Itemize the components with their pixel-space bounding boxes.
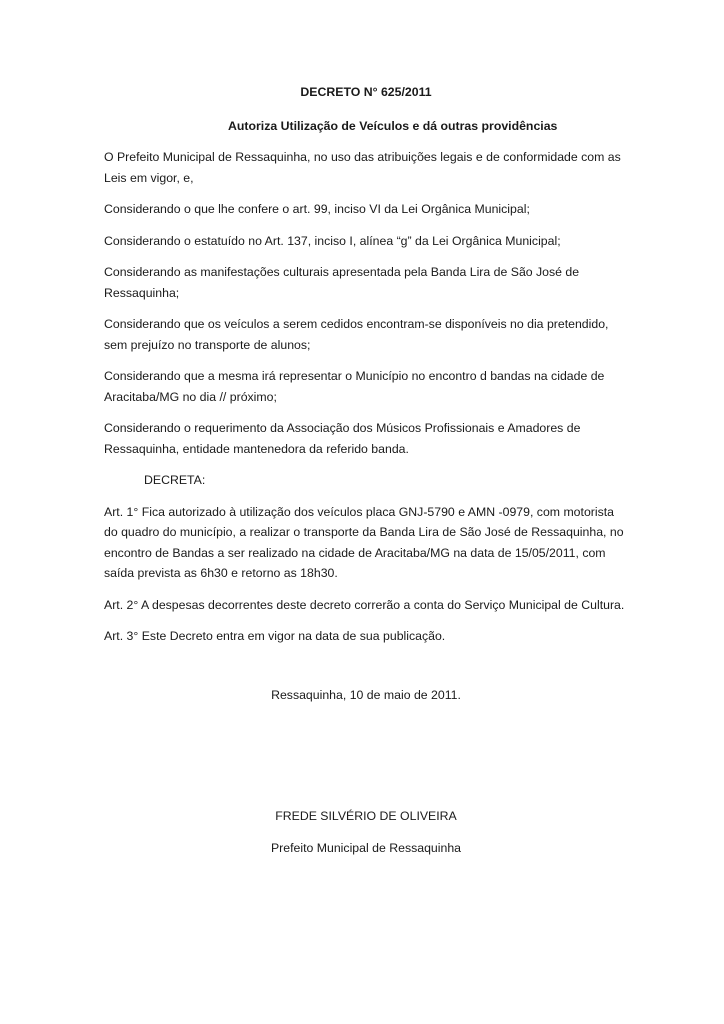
date-line: Ressaquinha, 10 de maio de 2011. <box>271 687 461 702</box>
document-body <box>104 82 628 858</box>
consideration-paragraph: Considerando o estatuído no Art. 137, inciso I, alínea “g” da Lei Orgânica Municipal; <box>104 233 561 248</box>
consideration-paragraph: Considerando as manifestações culturais apresentada pela Banda Lira de São José de Ressaquinha; <box>104 265 580 300</box>
article-paragraph: Art. 1° Fica autorizado à utilização dos veículos placa GNJ-5790 e AMN -0979, com motorista do quadro do município, a realizar o transporte da Banda Lira de São José de Ressaquinha, no encontro de Bandas a ser realizado na cidade de Aracitaba/MG na data de 15/05/2011, com saída prevista as 6h30 e retorno as 18h30. <box>104 504 624 580</box>
preamble-paragraph: O Prefeito Municipal de Ressaquinha, no uso das atribuições legais e de conformidade com as Leis em vigor, e, <box>104 150 621 185</box>
article-paragraph: Art. 3° Este Decreto entra em vigor na data de sua publicação. <box>104 629 446 643</box>
consideration-paragraph: Considerando o que lhe confere o art. 99, inciso VI da Lei Orgânica Municipal; <box>104 202 530 216</box>
consideration-paragraph: Considerando que os veículos a serem cedidos encontram-se disponíveis no dia pretendido, sem prejuízo no transporte de alunos; <box>104 317 609 352</box>
decree-subtitle: Autoriza Utilização de Veículos e dá outras providências <box>228 118 558 133</box>
signatory-role: Prefeito Municipal de Ressaquinha <box>270 840 462 855</box>
article-paragraph: Art. 2° A despesas decorrentes deste decreto correrão a conta do Serviço Municipal de Cultura. <box>104 597 625 612</box>
decree-title: DECRETO N° 625/2011 <box>300 85 432 99</box>
consideration-paragraph: Considerando que a mesma irá representar o Município no encontro d bandas na cidade de Aracitaba/MG no dia // próximo; <box>104 369 605 404</box>
signatory-name: FREDE SILVÉRIO DE OLIVEIRA <box>275 809 457 823</box>
consideration-paragraph: Considerando o requerimento da Associação dos Músicos Profissionais e Amadores de Ressaquinha, entidade mantenedora da referido banda. <box>104 421 581 456</box>
decreta-heading: DECRETA: <box>144 473 206 487</box>
